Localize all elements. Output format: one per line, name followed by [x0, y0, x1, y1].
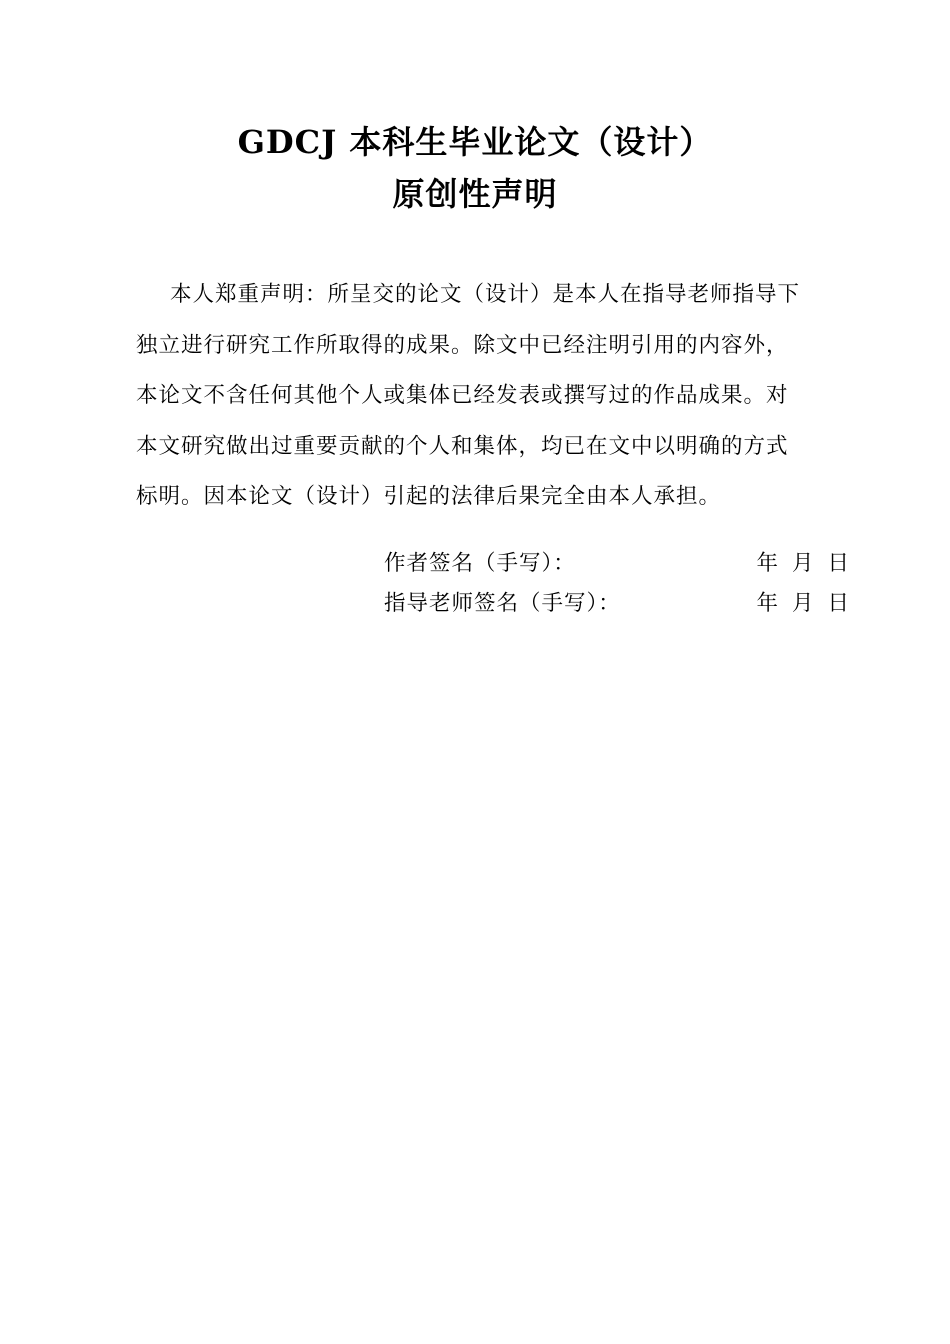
date-year-label: 年 [756, 551, 779, 576]
declaration-line: 本文研究做出过重要贡献的个人和集体，均已在文中以明确的方式 [136, 433, 789, 459]
advisor-signature-label: 指导老师签名（手写）： [384, 591, 621, 616]
declaration-line: 标明。因本论文（设计）引起的法律后果完全由本人承担。 [136, 484, 722, 509]
document-subtitle: 原创性声明 [392, 175, 558, 213]
date-day-label: 日 [827, 591, 850, 616]
author-signature-label: 作者签名（手写）： [384, 551, 576, 576]
date-month-label: 月 [791, 551, 815, 576]
document-title: GDCJ 本科生毕业论文（设计） [237, 123, 713, 161]
declaration-line: 本人郑重声明：所呈交的论文（设计）是本人在指导老师指导下 [170, 282, 801, 307]
date-day-label: 日 [827, 551, 850, 576]
author-signature-row [384, 549, 850, 579]
advisor-signature-date [756, 589, 850, 619]
advisor-signature-row [384, 589, 850, 619]
declaration-paragraph [136, 270, 846, 523]
date-year-label: 年 [756, 591, 779, 616]
declaration-line: 独立进行研究工作所取得的成果。除文中已经注明引用的内容外， [136, 332, 789, 358]
declaration-line: 本论文不含任何其他个人或集体已经发表或撰写过的作品成果。对 [136, 383, 789, 408]
date-month-label: 月 [791, 591, 815, 616]
author-signature-date [756, 549, 850, 579]
